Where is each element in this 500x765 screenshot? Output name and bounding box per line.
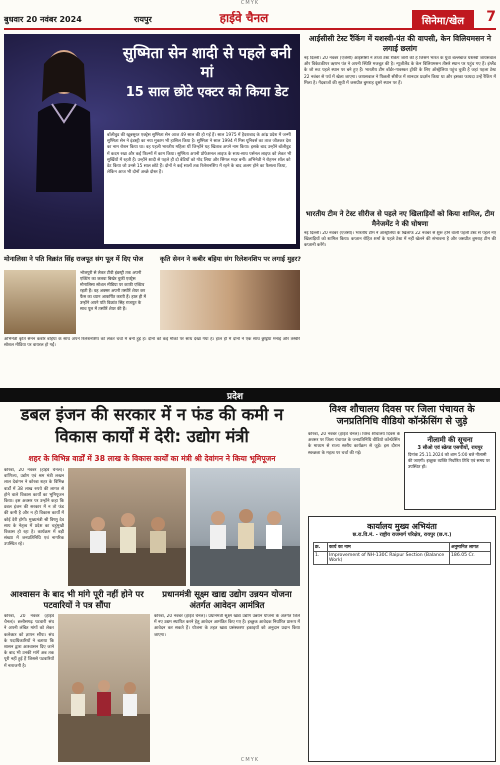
- sports-headline-1: आईसीसी टेस्ट रैंकिंग में यशस्वी-पंत की वापसी, केन विलियमसन ने लगाई छलांग: [308, 34, 492, 53]
- sports-body-2: नई दिल्ली। 20 नवंबर (एजेंसी)। भारतीय टीम ने ऑस्ट्रेलिया के खिलाफ 22 नवंबर से शुरू होने वाली पहली टेस्ट से पहले नए खिलाड़ियों को शामिल किया। कप्तान रोहित शर्मा के पहले टेस्ट में नहीं खेलने की संभावना है और जसप्रीत बुमराह टीम की कप्तानी करेंगे।: [304, 231, 496, 249]
- tender-cell-work: Improvement of NH-130C Raipur Section (Balance Work): [328, 552, 450, 564]
- monalisa-photo: [4, 270, 76, 334]
- page-header: [4, 8, 496, 30]
- tender-header-work: कार्य का नाम: [328, 543, 450, 551]
- pmfme-body: कोरबा, 20 नवंबर (हाईवे चैनल)। प्रधानमंत्री सूक्ष्म खाद्य उद्योग उन्नयन योजना के अंतर्गत जिले में नए उद्यम स्थापित करने हेतु आवेदन आमंत्रित किए गए हैं। इच्छुक आवेदक निर्धारित प्रारूप में आवेदन कर सकते हैं। योजना के तहत खाद्य प्रसंस्करण इकाइयों को अनुदान प्रदान किया जाएगा।: [154, 614, 300, 638]
- issue-date: बुधवार 20 नवंबर 2024: [4, 15, 82, 24]
- feature-body: बॉलीवुड की खूबसूरत एक्ट्रेस सुष्मिता सेन आज 49 साल की हो गई हैं। साल 1975 में हैदराबाद के आंध्र प्रदेश में जन्मीं सुष्मिता सेन ने इंडस्ट्री का नया मुकाम भी हासिल किया है। सुष्मिता ने साल 1994 में मिस यूनिवर्स का ताज जीतकर देश का नाम रोशन किया था। वह पहली भारतीय महिला थीं जिन्होंने यह खिताब अपने नाम किया। इसके बाद उन्होंने बॉलीवुड में कदम रखा और कई फिल्मों में काम किया। सुष्मिता अपनी प्रोफेशनल लाइफ के साथ-साथ पर्सनल लाइफ को लेकर भी सुर्खियों में रहती हैं। उन्होंने शादी से पहले ही दो बेटियों को गोद लिया और सिंगल मदर बनीं। अभिनेत्री ने रोहमन शॉल को डेट किया जो उनसे 15 साल छोटे हैं। दोनों ने कई सालों तक रिलेशनशिप में रहने के बाद अलग होने का फैसला किया, लेकिन आज भी दोनों अच्छे दोस्त हैं।: [104, 130, 296, 244]
- main-headline: डबल इंजन की सरकार में न फंड की कमी न विकास कार्यों में देरी: उद्योग मंत्री: [20, 405, 284, 446]
- sports-column: [304, 34, 496, 330]
- feature-headline-2: 15 साल छोटे एक्टर को किया डेट: [125, 85, 289, 100]
- tender-cell-cost: 186.05 Cr.: [451, 553, 475, 558]
- main-subheadline: शहर के विभिन्न वार्डों में 38 लाख के विकास कार्यों का मंत्री श्री देवांगन ने किया भूमिपूजन: [28, 454, 276, 463]
- kriti-headline: कृति सेनन ने कबीर बहिया संग रिलेशनशिप पर लगाई मुहर?: [160, 255, 301, 263]
- section-band-label: प्रदेश: [226, 392, 244, 402]
- sports-headline-2: भारतीय टीम ने टेस्ट सीरीज से पहले नए खिलाड़ियों को किया शामिल, टीम मैनेजमेंट ने की घोषणा: [305, 210, 495, 228]
- tender-row: [313, 552, 491, 565]
- edition-city: रायपुर: [134, 15, 152, 24]
- section-label: सिनेमा/खेल: [412, 10, 474, 30]
- main-photo-1: [68, 468, 186, 586]
- patwari-headline: आश्वासन के बाद भी मांगे पूरी नहीं होने पर पटवारियों ने पत्र सौंपा: [10, 590, 144, 611]
- celebrity-body: अभिनेत्री कृति सेनन कबीर बहिया के साथ अपने रिलेशनशिप को लेकर चर्चा में बनी हुई हैं। दोनों को कई मौकों पर साथ देखा गया है। हाल ही में दोनों ने एक साथ छुट्टियां मनाईं और तस्वीरें सोशल मीडिया पर वायरल हो गईं।: [4, 337, 300, 349]
- feature-headline-1: सुष्मिता सेन शादी से पहले बनी मां: [122, 44, 292, 81]
- monalisa-body: भोजपुरी से लेकर टीवी इंडस्ट्री तक अपनी एक्टिंग का जलवा बिखेर चुकीं एक्ट्रेस मोनालिसा सोशल मीडिया पर काफी एक्टिव रहती हैं। वह अक्सर अपनी तस्वीरें शेयर कर फैंस का ध्यान आकर्षित करती हैं। हाल ही में उन्होंने अपने पति विक्रांत सिंह राजपूत के साथ पूल में तस्वीरें शेयर की हैं।: [80, 270, 146, 311]
- tender-header-serial: क्र.: [314, 543, 328, 551]
- tender-notice: [308, 516, 496, 762]
- pmfme-headline: प्रधानमंत्री सूक्ष्म खाद्य उद्योग उन्नयन योजना अंतर्गत आवेदन आमंत्रित: [162, 590, 292, 611]
- auction-subtitle: 3 सीओ एवं स्क्रेप्ड एसपीयों, रायपुर: [417, 445, 483, 451]
- masthead-logo: हाईवे चैनल: [219, 11, 269, 25]
- patwari-photo: [58, 614, 150, 762]
- main-body: कोरबा, 20 नवंबर (हाईवे चैनल)। वाणिज्य, उद्योग एवं श्रम मंत्री लखन लाल देवांगन ने कोरबा शहर के विभिन्न वार्डों में 38 लाख रुपये की लागत से होने वाले विकास कार्यों का भूमिपूजन किया। इस अवसर पर उन्होंने कहा कि डबल इंजन की सरकार में न तो फंड की कमी है और न ही विकास कार्यों में कोई देरी होगी। मुख्यमंत्री श्री विष्णु देव साय के नेतृत्व में प्रदेश का चहुंमुखी विकास हो रहा है। कार्यक्रम में बड़ी संख्या में जनप्रतिनिधि एवं नागरिक उपस्थित रहे।: [4, 468, 64, 548]
- registration-mark-top: CMYK: [240, 0, 260, 6]
- kriti-photo: [160, 270, 300, 330]
- office-title: कार्यालय मुख्य अभियंता: [367, 522, 437, 531]
- patwari-body: कोरबा, 20 नवंबर (हाईवे चैनल)। छत्तीसगढ़ पटवारी संघ ने अपनी लंबित मांगों को लेकर कलेक्टर को ज्ञापन सौंपा। संघ के पदाधिकारियों ने बताया कि शासन द्वारा आश्वासन दिए जाने के बाद भी उनकी मांगें अब तक पूरी नहीं हुई हैं जिससे पटवारियों में नाराजगी है।: [4, 614, 54, 669]
- tender-cell-serial: 1.: [314, 552, 328, 564]
- actress-photo: [16, 42, 111, 192]
- feature-story: [4, 34, 300, 249]
- main-photo-2: [190, 468, 300, 586]
- toilet-day-body: कोरबा, 20 नवंबर (हाईवे चैनल)। विश्व शौचालय दिवस के अवसर पर जिला पंचायत के जनप्रतिनिधि वीडियो कॉन्फ्रेंसिंग के माध्यम से राज्य स्तरीय कार्यक्रम से जुड़े। इस दौरान स्वच्छता के महत्व पर चर्चा की गई।: [308, 432, 400, 456]
- office-subtitle: छ.रा.वि.मं. - राष्ट्रीय राजमार्ग परिक्षेत्र, रायपुर (छ.ग.): [352, 532, 452, 538]
- notice-box-auction: [404, 432, 496, 510]
- page-number: 7: [486, 9, 496, 25]
- registration-mark-bottom: CMYK: [240, 757, 260, 763]
- monalisa-headline: मोनालिसा ने पति विक्रांत सिंह राजपूत संग पूल में दिए पोज: [4, 255, 144, 263]
- sports-body-1: नई दिल्ली। 20 नवंबर (एजेंसी) आईसीसी ने ताजा टेस्ट रैंकिंग जारी की है जिसमें भारत के युवा बल्लेबाज यशस्वी जायसवाल और विकेटकीपर ऋषभ पंत ने अपनी स्थिति मजबूत की है। न्यूजीलैंड के केन विलियमसन तीसरे स्थान पर पहुंच गए हैं। इंग्लैंड के जो रूट पहले स्थान पर बने हुए हैं। भारतीय टीम बॉर्डर-गावस्कर ट्रॉफी के लिए ऑस्ट्रेलिया पहुंच चुकी है जहां पहला टेस्ट 22 नवंबर से पर्थ में खेला जाएगा। जायसवाल ने पिछली सीरीज में शानदार प्रदर्शन किया था और इसका फायदा उन्हें रैंकिंग में मिला है। गेंदबाजों की सूची में जसप्रीत बुमराह दूसरे स्थान पर हैं।: [304, 56, 496, 86]
- tender-header-row: [313, 542, 491, 552]
- tender-header-cost: अनुमानित लागत: [451, 545, 479, 550]
- auction-title: नीलामी की सूचना: [427, 436, 473, 444]
- auction-body: दिनांक 25.11.2024 को शाम 5:00 बजे नीलामी की जाएगी। इच्छुक व्यक्ति निर्धारित तिथि एवं समय पर उपस्थित हों।: [408, 452, 490, 469]
- toilet-day-headline: विश्व शौचालय दिवस पर जिला पंचायत के जनप्रतिनिधि वीडियो कॉन्फ्रेंसिंग से जुड़े: [329, 404, 475, 427]
